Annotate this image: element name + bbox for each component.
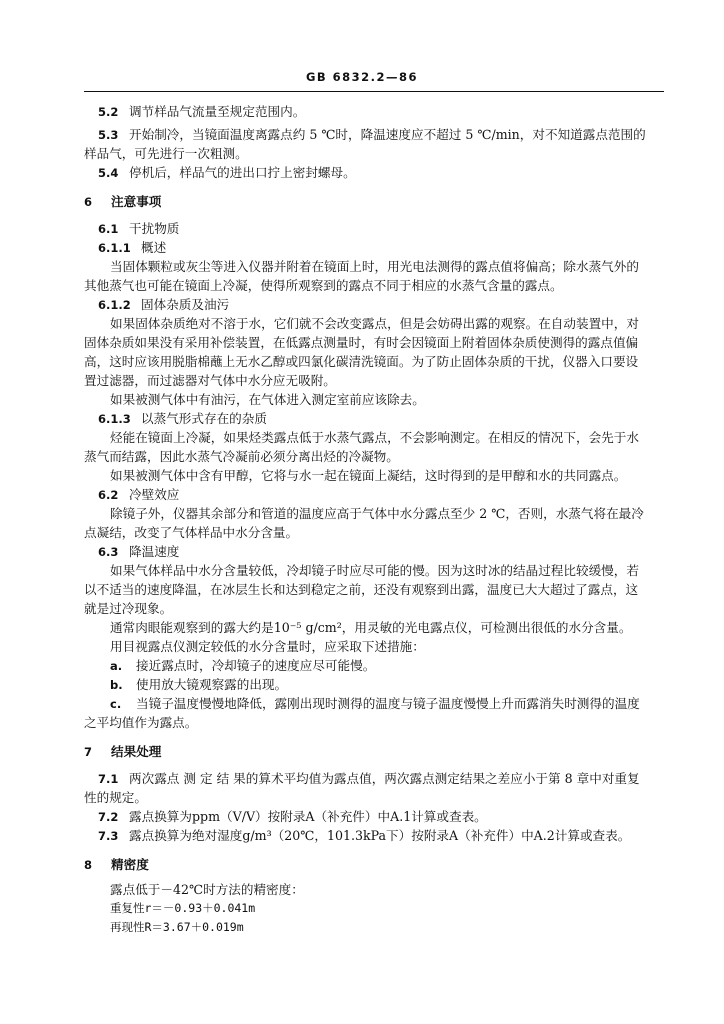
clause-number: 5.4: [98, 166, 119, 180]
clause-title: 以蒸气形式存在的杂质: [141, 411, 267, 426]
clause-text: 露点换算为绝对湿度g/m³（20℃，101.3kPa下）按附录A（补充件）中A.2计算或查表。: [129, 828, 631, 843]
clause-number: 6.3: [98, 545, 119, 559]
clause-title: 概述: [141, 240, 167, 255]
paragraph-line: 固体杂质如果没有采用补偿装置，在低露点测量时，有时会因镜面上附着固体杂质使测得的露点值偏: [84, 335, 639, 350]
clause-6-1-heading: [98, 220, 179, 238]
clause-title: 干扰物质: [129, 221, 180, 236]
clause-text: 调节样品气流量至规定范围内。: [129, 104, 306, 119]
section-number: 8: [84, 858, 93, 872]
clause-6-2-heading: [98, 486, 179, 504]
clause-text: 开始制冷，当镜面温度离露点约 5 ℃时，降温速度应不超过 5 ℃/min，对不知道露点范围的: [129, 127, 646, 142]
section-number: 6: [84, 195, 93, 209]
clause-number: 5.3: [98, 128, 119, 142]
clause-number: 6.1: [98, 222, 119, 236]
page-header: GB 6832.2—86: [305, 70, 419, 84]
list-item-text: 接近露点时，冷却镜子的速度应尽可能慢。: [136, 658, 376, 673]
section-7-heading: [84, 743, 161, 761]
paragraph-line: 烃能在镜面上冷凝，如果烃类露点低于水蒸气露点，不会影响测定。在相反的情况下，会先于水: [110, 430, 639, 445]
clause-5-2: [98, 103, 305, 121]
clause-6-1-2-heading: [98, 296, 229, 314]
clause-6-1-3-heading: [98, 410, 267, 428]
paragraph-line: 如果被测气体中含有甲醇，它将与水一起在镜面上凝结，这时得到的是甲醇和水的共同露点。: [110, 468, 627, 483]
repeatability-formula: 重复性r＝－0.93＋0.041m: [110, 901, 256, 915]
paragraph-line: 如果被测气体中有油污，在气体进入测定室前应该除去。: [110, 392, 425, 407]
list-item: [110, 695, 640, 713]
section-title: 结果处理: [111, 744, 162, 759]
clause-5-3: [98, 126, 646, 144]
list-item-label: b.: [110, 678, 123, 692]
list-item: [110, 657, 375, 675]
section-title: 精密度: [111, 857, 149, 872]
clause-7-2: [98, 808, 487, 826]
paragraph-line: 置过滤器，而过滤器对气体中水分应无吸附。: [84, 373, 336, 388]
section-number: 7: [84, 745, 93, 759]
paragraph-line: 其他蒸气也可能在镜面上冷凝，使得所观察到的露点不同于相应的水蒸气含量的露点。: [84, 278, 563, 293]
clause-number: 7.1: [98, 772, 119, 786]
clause-7-3: [98, 827, 630, 845]
paragraph-line: 蒸气而结露，因此水蒸气冷凝前必须分离出烃的冷凝物。: [84, 449, 399, 464]
clause-number: 7.3: [98, 829, 119, 843]
paragraph-line: 通常肉眼能观察到的露大约是10⁻⁵ g/cm²，用灵敏的光电露点仪，可检测出很低的水分含量。: [110, 620, 632, 635]
clause-number: 5.2: [98, 105, 119, 119]
clause-text: 停机后，样品气的进出口拧上密封螺母。: [129, 165, 356, 180]
clause-text: 两次露点 测 定 结 果的算术平均值为露点值，两次露点测定结果之差应小于第 8 章中对重复: [129, 771, 640, 786]
list-item: [110, 676, 287, 694]
clause-number: 7.2: [98, 810, 119, 824]
clause-number: 6.1.1: [98, 241, 131, 255]
paragraph-line: 当固体颗粒或灰尘等进入仪器并附着在镜面上时，用光电法测得的露点值将偏高；除水蒸气外的: [110, 259, 639, 274]
paragraph-line: 如果固体杂质绝对不溶于水，它们就不会改变露点，但是会妨碍出露的观察。在自动装置中，对: [110, 316, 639, 331]
paragraph-line: 点凝结，改变了气体样品中水分含量。: [84, 525, 299, 540]
clause-number: 6.1.3: [98, 412, 131, 426]
list-item-label: a.: [110, 659, 123, 673]
clause-5-3-continued: 样品气，可先进行一次粗测。: [84, 146, 248, 161]
clause-title: 固体杂质及油污: [141, 297, 230, 312]
section-6-heading: [84, 193, 161, 211]
clause-7-1: [98, 770, 640, 788]
paragraph-line: 以不适当的速度降温，在冰层生长和达到稳定之前，还没有观察到出露，温度已大大超过了露点，这: [84, 582, 639, 597]
clause-6-3-heading: [98, 543, 179, 561]
clause-7-1-continued: 性的规定。: [84, 790, 147, 805]
section-8-heading: [84, 856, 149, 874]
paragraph-line: 如果气体样品中水分含量较低，冷却镜子时应尽可能的慢。因为这时冰的结晶过程比较缓慢，若: [110, 563, 639, 578]
section-title: 注意事项: [111, 194, 162, 209]
paragraph-line: 之平均值作为露点。: [84, 715, 198, 730]
clause-number: 6.1.2: [98, 298, 131, 312]
clause-title: 降温速度: [129, 544, 180, 559]
list-item-text: 当镜子温度慢慢地降低，露刚出现时测得的温度与镜子温度慢慢上升而露消失时测得的温度: [136, 696, 640, 711]
header-rule: [84, 91, 664, 92]
clause-5-4: [98, 164, 356, 182]
precision-intro: 露点低于－42℃时方法的精密度：: [110, 882, 304, 897]
clause-number: 6.2: [98, 488, 119, 502]
reproducibility-formula: 再现性R＝3.67＋0.019m: [110, 920, 244, 934]
list-item-text: 使用放大镜观察露的出现。: [136, 677, 288, 692]
paragraph-line: 高，这时应该用脱脂棉蘸上无水乙醇或四氯化碳清洗镜面。为了防止固体杂质的干扰，仪器入口要设: [84, 354, 639, 369]
paragraph-line: 用目视露点仪测定较低的水分含量时，应采取下述措施：: [110, 639, 425, 654]
clause-text: 露点换算为ppm（V/V）按附录A（补充件）中A.1计算或查表。: [129, 809, 487, 824]
clause-title: 冷壁效应: [129, 487, 180, 502]
clause-6-1-1-heading: [98, 239, 166, 257]
paragraph-line: 除镜子外，仪器其余部分和管道的温度应高于气体中水分露点至少 2 ℃，否则，水蒸气将在最冷: [110, 506, 644, 521]
list-item-label: c.: [110, 697, 122, 711]
paragraph-line: 就是过冷现象。: [84, 601, 173, 616]
